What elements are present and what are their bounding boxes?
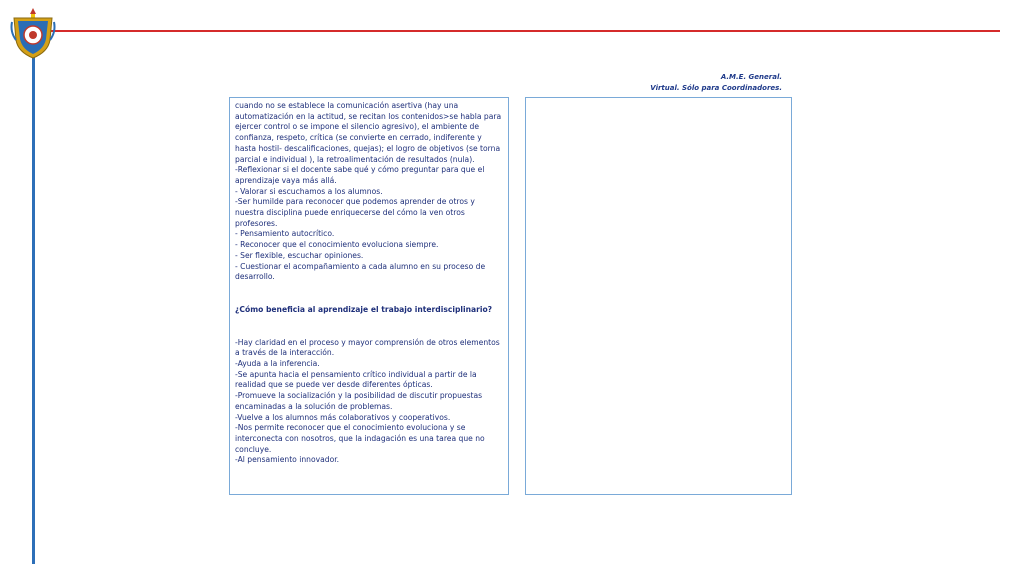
section-question: ¿Cómo beneficia al aprendizaje el trabajo interdisciplinario? [235,304,493,314]
page-header [650,72,782,94]
header-line-1: A.M.E. General. [720,73,782,81]
paragraph-reflection: cuando no se establece la comunicación asertiva (hay una automatización en la actitud, se recitan los contenidos>se habla para ejercer control o se impone el silencio agresivo), el ambiente de confianza, respeto, crítica (se convierte en cerrado, indiferente y hasta hostil- descalificaciones, quejas); el logro de objetivos (se torna parcial e individual ), la retroalimentación de resultados (nula). -Reflexionar si el docente sabe qué y cómo preguntar para que el aprendizaje vaya más allá. - Valorar si escuchamos a los alumnos. -Ser humilde para reconocer que podemos aprender de otros y nuestra disciplina puede enriquecerse del cómo la ven otros profesores. - Pensamiento autocrítico. - Reconocer que el conocimiento evoluciona siempre. - Ser flexible, escuchar opiniones. - Cuestionar el acompañamiento a cada alumno en su proceso de desarrollo. [235,101,502,282]
left-text-box [229,97,509,495]
header-line-2: Virtual. Sólo para Coordinadores. [650,84,782,92]
top-red-rule [28,30,1000,32]
left-blue-rule [32,48,35,564]
right-empty-box [525,97,792,495]
institution-crest-icon [8,6,58,60]
paragraph-benefits: -Hay claridad en el proceso y mayor comprensión de otros elementos a través de la interacción. -Ayuda a la inferencia. -Se apunta hacia el pensamiento crítico individual a partir de la realidad que se puede ver desde diferentes ópticas. -Promueve la socialización y la posibilidad de discutir propuestas encaminadas a la solución de problemas. -Vuelve a los alumnos más colaborativos y cooperativos. -Nos permite reconocer que el conocimiento evoluciona y se interconecta con nosotros, que la indagación es una tarea que no concluye. -Al pensamiento innovador. [235,337,500,465]
